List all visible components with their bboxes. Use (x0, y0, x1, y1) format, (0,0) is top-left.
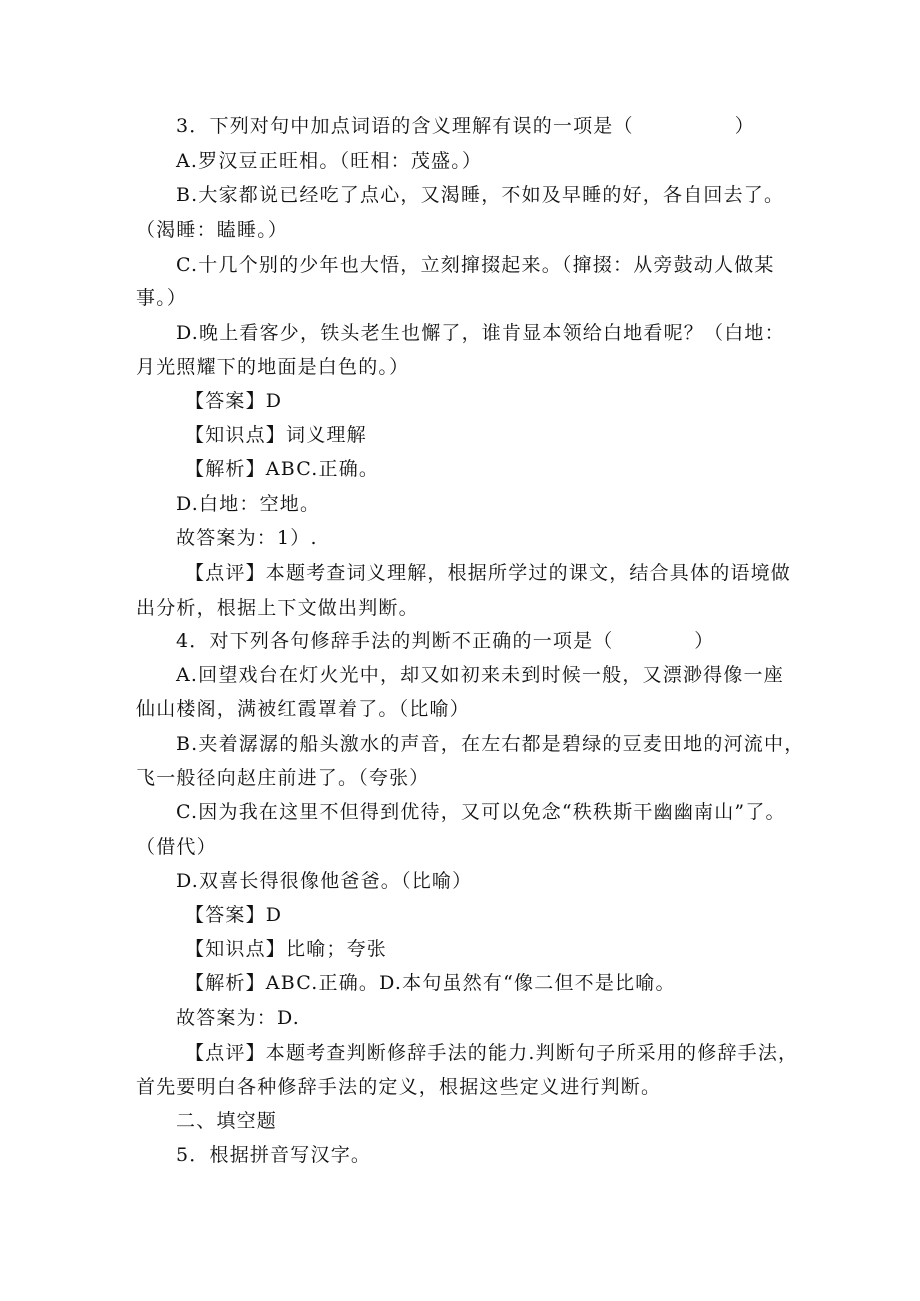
question-4-comment-line2: 首先要明白各种修辞手法的定义，根据这些定义进行判断。 (136, 1076, 662, 1098)
question-3-analysis: 【解析】ABC.正确。 (185, 458, 380, 480)
question-3-comment-line2: 出分析，根据上下文做出判断。 (136, 597, 419, 619)
question-4-comment-line1: 【点评】本题考查判断修辞手法的能力.判断句子所采用的修辞手法， (185, 1042, 799, 1064)
question-4-final-answer: 故答案为：D. (176, 1007, 300, 1029)
question-4-stem: 4．对下列各句修辞手法的判断不正确的一项是（ ） (176, 630, 715, 652)
question-5-stem: 5．根据拼音写汉字。 (176, 1144, 372, 1166)
question-4-option-b-line1: B.夹着潺潺的船头激水的声音，在左右都是碧绿的豆麦田地的河流中， (176, 733, 805, 755)
question-4-option-d: D.双喜长得很像他爸爸。（比喻） (176, 870, 473, 892)
question-4-option-c-line2: （借代） (136, 836, 217, 858)
question-4-option-a-line2: 仙山楼阁，满被红霞罩着了。（比喻） (136, 698, 470, 720)
question-3-option-b-line2: （渴睡：瞌睡。） (136, 219, 289, 241)
question-4-option-b-line2: 飞一般径向赵庄前进了。（夸张） (136, 767, 430, 789)
question-4-answer: 【答案】D (185, 904, 283, 926)
question-3-option-c-line2: 事。） (136, 287, 188, 309)
question-3-option-d-line1: D.晚上看客少，铁头老生也懈了，谁肯显本领给白地看呢？（白地： (176, 322, 785, 344)
question-3-answer: 【答案】D (185, 390, 283, 412)
question-3-final-answer: 故答案为：1）. (176, 527, 318, 549)
question-3-option-c-line1: C.十几个别的少年也大悟，立刻撺掇起来。（撺掇：从旁鼓动人做某 (176, 254, 775, 276)
question-3-option-d-line2: 月光照耀下的地面是白色的。） (136, 356, 410, 378)
question-3-knowledge-point: 【知识点】词义理解 (185, 424, 367, 446)
question-4-option-a-line1: A.回望戏台在灯火光中，却又如初来未到时候一般，又漂渺得像一座 (176, 664, 784, 686)
question-3-comment-line1: 【点评】本题考查词义理解，根据所学过的课文，结合具体的语境做 (185, 562, 792, 584)
question-3-stem: 3．下列对句中加点词语的含义理解有误的一项是（ ） (176, 115, 755, 137)
question-4-analysis: 【解析】ABC.正确。D.本句虽然有“像二但不是比喻。 (185, 972, 676, 994)
question-4-knowledge-point: 【知识点】比喻；夸张 (185, 938, 388, 960)
question-3-option-b-line1: B.大家都说已经吃了点心，又渴睡，不如及早睡的好，各自回去了。 (176, 184, 785, 206)
question-4-option-c-line1: C.因为我在这里不但得到优待，又可以免念“秩秩斯干幽幽南山”了。 (176, 801, 786, 823)
question-3-option-a: A.罗汉豆正旺相。（旺相：茂盛。） (176, 150, 483, 172)
section-title-fill-in: 二、填空题 (176, 1110, 278, 1132)
question-3-analysis-d: D.白地：空地。 (176, 493, 321, 515)
